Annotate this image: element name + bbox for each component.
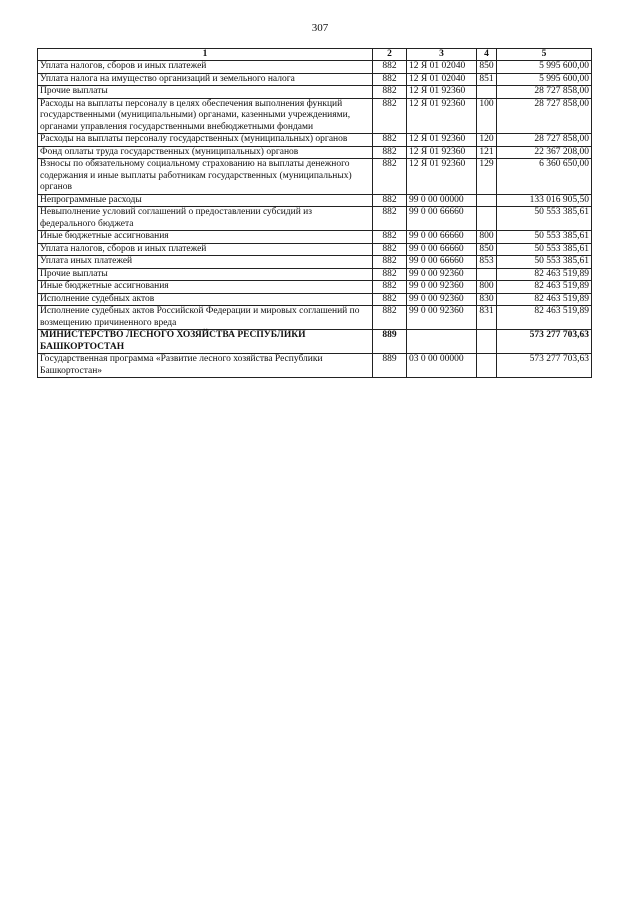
row-target-article: 12 Я 01 92360 (407, 159, 477, 195)
row-ved-code: 882 (373, 61, 407, 74)
table-body (38, 61, 592, 378)
row-target-article: 99 0 00 92360 (407, 268, 477, 281)
row-amount: 82 463 519,89 (497, 306, 592, 330)
table-row (38, 330, 592, 354)
table-row (38, 61, 592, 74)
row-expense-type (477, 207, 497, 231)
table-row (38, 256, 592, 269)
row-expense-type (477, 86, 497, 99)
row-name: Прочие выплаты (38, 86, 373, 99)
row-expense-type: 120 (477, 134, 497, 147)
row-amount: 22 367 208,00 (497, 146, 592, 159)
row-ved-code: 882 (373, 268, 407, 281)
row-expense-type: 129 (477, 159, 497, 195)
header-col-4: 4 (477, 49, 497, 61)
row-ved-code: 882 (373, 98, 407, 134)
table-row (38, 306, 592, 330)
row-target-article: 99 0 00 66660 (407, 243, 477, 256)
row-target-article (407, 330, 477, 354)
row-amount: 50 553 385,61 (497, 207, 592, 231)
row-expense-type (477, 330, 497, 354)
table-row (38, 243, 592, 256)
row-target-article: 99 0 00 66660 (407, 207, 477, 231)
row-expense-type (477, 354, 497, 378)
table-row (38, 293, 592, 306)
row-amount: 82 463 519,89 (497, 268, 592, 281)
row-amount: 82 463 519,89 (497, 281, 592, 294)
row-ved-code: 882 (373, 281, 407, 294)
row-amount: 28 727 858,00 (497, 98, 592, 134)
row-amount: 5 995 600,00 (497, 61, 592, 74)
table-row (38, 281, 592, 294)
table-row (38, 98, 592, 134)
row-name: Уплата налога на имущество организаций и земельного налога (38, 73, 373, 86)
row-ved-code: 882 (373, 146, 407, 159)
row-target-article: 12 Я 01 02040 (407, 73, 477, 86)
row-amount: 28 727 858,00 (497, 134, 592, 147)
row-ved-code: 882 (373, 293, 407, 306)
row-amount: 50 553 385,61 (497, 243, 592, 256)
row-name: Государственная программа «Развитие лесного хозяйства Республики Башкортостан» (38, 354, 373, 378)
row-name: Уплата налогов, сборов и иных платежей (38, 243, 373, 256)
table-row (38, 194, 592, 207)
row-target-article: 99 0 00 66660 (407, 256, 477, 269)
row-expense-type: 800 (477, 281, 497, 294)
row-ved-code: 882 (373, 306, 407, 330)
row-ved-code: 882 (373, 207, 407, 231)
row-ved-code: 882 (373, 243, 407, 256)
row-ved-code: 882 (373, 231, 407, 244)
row-name: Прочие выплаты (38, 268, 373, 281)
row-amount: 5 995 600,00 (497, 73, 592, 86)
row-amount: 50 553 385,61 (497, 231, 592, 244)
row-target-article: 99 0 00 92360 (407, 306, 477, 330)
budget-table (37, 48, 592, 378)
row-expense-type: 830 (477, 293, 497, 306)
row-amount: 50 553 385,61 (497, 256, 592, 269)
row-target-article: 12 Я 01 92360 (407, 98, 477, 134)
row-name: Фонд оплаты труда государственных (муниципальных) органов (38, 146, 373, 159)
header-col-2: 2 (373, 49, 407, 61)
row-ved-code: 882 (373, 194, 407, 207)
header-col-1: 1 (38, 49, 373, 61)
row-ved-code: 882 (373, 86, 407, 99)
row-expense-type (477, 268, 497, 281)
row-name: Иные бюджетные ассигнования (38, 281, 373, 294)
row-name: Невыполнение условий соглашений о предоставлении субсидий из федерального бюджета (38, 207, 373, 231)
table-row (38, 354, 592, 378)
row-expense-type (477, 194, 497, 207)
row-name: Исполнение судебных актов Российской Федерации и мировых соглашений по возмещению причиненного вреда (38, 306, 373, 330)
row-expense-type: 850 (477, 61, 497, 74)
header-col-5: 5 (497, 49, 592, 61)
row-name: Взносы по обязательному социальному страхованию на выплаты денежного содержания и иные выплаты работникам государственных (муниципальных) органов (38, 159, 373, 195)
row-target-article: 99 0 00 92360 (407, 281, 477, 294)
table-row (38, 73, 592, 86)
row-ved-code: 882 (373, 134, 407, 147)
row-target-article: 99 0 00 92360 (407, 293, 477, 306)
row-amount: 573 277 703,63 (497, 354, 592, 378)
table-row (38, 231, 592, 244)
row-expense-type: 851 (477, 73, 497, 86)
row-name: Уплата налогов, сборов и иных платежей (38, 61, 373, 74)
table-header-row (38, 49, 592, 61)
row-name: Расходы на выплаты персоналу государственных (муниципальных) органов (38, 134, 373, 147)
row-expense-type: 831 (477, 306, 497, 330)
row-target-article: 12 Я 01 02040 (407, 61, 477, 74)
row-name: Исполнение судебных актов (38, 293, 373, 306)
row-ved-code: 889 (373, 354, 407, 378)
row-name: МИНИСТЕРСТВО ЛЕСНОГО ХОЗЯЙСТВА РЕСПУБЛИКИ БАШКОРТОСТАН (38, 330, 373, 354)
row-amount: 82 463 519,89 (497, 293, 592, 306)
table-row (38, 134, 592, 147)
row-amount: 28 727 858,00 (497, 86, 592, 99)
row-target-article: 03 0 00 00000 (407, 354, 477, 378)
row-ved-code: 889 (373, 330, 407, 354)
row-amount: 133 016 905,50 (497, 194, 592, 207)
row-name: Расходы на выплаты персоналу в целях обеспечения выполнения функций государственными (муниципальными) органами, казенными учреждениями, органами управления государственными внебюджетными фондами (38, 98, 373, 134)
row-name: Иные бюджетные ассигнования (38, 231, 373, 244)
row-target-article: 12 Я 01 92360 (407, 134, 477, 147)
row-expense-type: 853 (477, 256, 497, 269)
row-expense-type: 800 (477, 231, 497, 244)
page-number: 307 (311, 22, 329, 34)
row-ved-code: 882 (373, 73, 407, 86)
row-expense-type: 121 (477, 146, 497, 159)
table-row (38, 207, 592, 231)
row-name: Уплата иных платежей (38, 256, 373, 269)
row-name: Непрограммные расходы (38, 194, 373, 207)
table-row (38, 268, 592, 281)
row-target-article: 12 Я 01 92360 (407, 146, 477, 159)
table-row (38, 146, 592, 159)
row-ved-code: 882 (373, 159, 407, 195)
header-col-3: 3 (407, 49, 477, 61)
row-target-article: 12 Я 01 92360 (407, 86, 477, 99)
row-amount: 6 360 650,00 (497, 159, 592, 195)
row-expense-type: 850 (477, 243, 497, 256)
row-target-article: 99 0 00 66660 (407, 231, 477, 244)
row-amount: 573 277 703,63 (497, 330, 592, 354)
table-row (38, 86, 592, 99)
table-row (38, 159, 592, 195)
row-target-article: 99 0 00 00000 (407, 194, 477, 207)
row-ved-code: 882 (373, 256, 407, 269)
row-expense-type: 100 (477, 98, 497, 134)
